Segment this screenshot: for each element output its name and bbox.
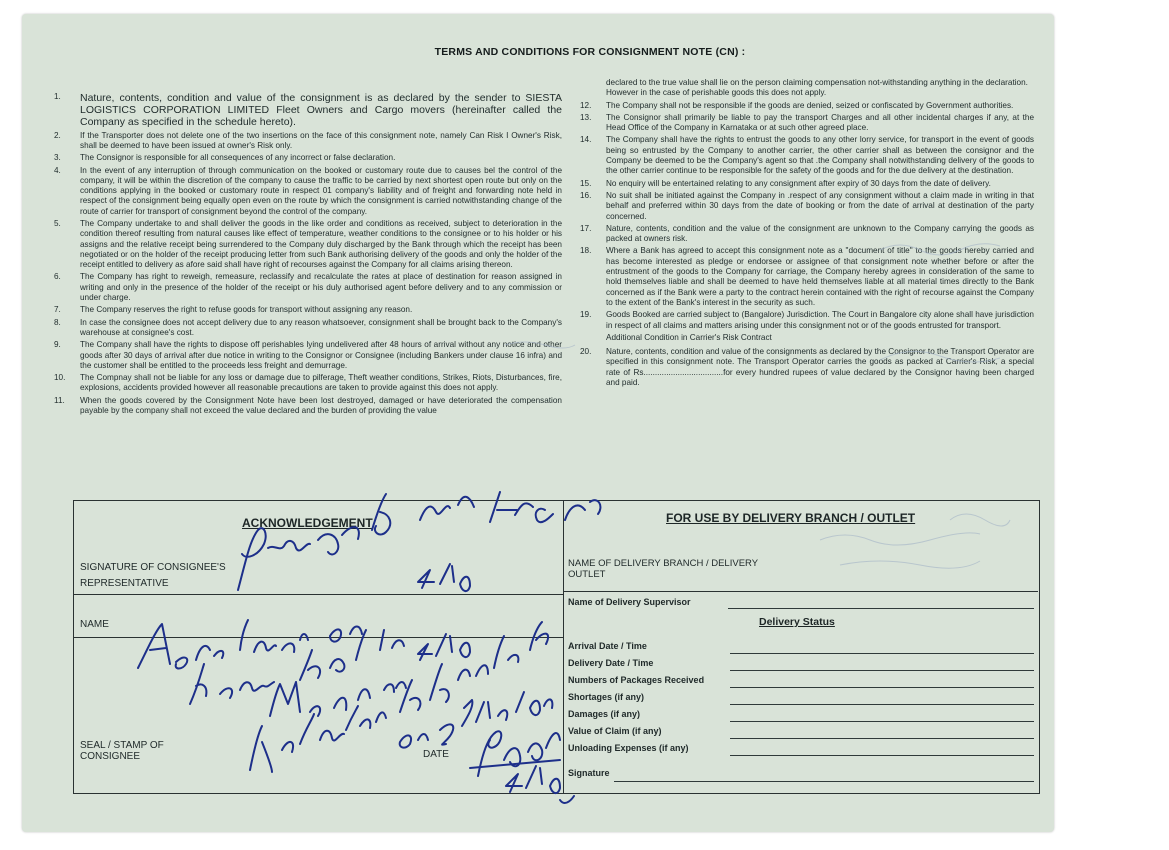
term-item: 15. No enquiry will be entertained relating to any consignment after expiry of 30 days from the date of delivery. bbox=[580, 178, 991, 188]
shortages-label: Shortages (if any) bbox=[568, 692, 645, 702]
delivery-status-label: Delivery Status bbox=[759, 616, 835, 628]
term-item: 1. Nature, contents, condition and value of the consignment is as declared by the sender to SIESTA LOGISTICS CORPORATION LIMITED Fleet Owners and Cargo movers (hereinafter called the Company as specified in the schedule hereto). bbox=[54, 92, 562, 129]
terms-left-column bbox=[54, 92, 562, 418]
field-line bbox=[730, 738, 1034, 739]
value-of-claim-label: Value of Claim (if any) bbox=[568, 726, 662, 736]
acknowledgement-form bbox=[73, 500, 1040, 794]
terms-right-column bbox=[580, 78, 1034, 390]
term-item: 4. In the event of any interruption of through communication on the booked or customary route due to causes bel the control of the company, it will be within the discretion of the company to cause the traffic to be carried by next shortest open route but only on the conditions applying in the booked or customary route in respect 01 company's liability and of freight and forwarding note held in respect of the consignment being equally open even on the route by which the consignment is carried notwithstanding change of the route of carrier for transport of consignment beyond the control of the company. bbox=[54, 165, 562, 216]
consignee-label: CONSIGNEE bbox=[80, 751, 141, 762]
name-label: NAME bbox=[80, 619, 109, 630]
form-row-line bbox=[73, 637, 563, 638]
packages-received-label: Numbers of Packages Received bbox=[568, 675, 705, 685]
representative-label: REPRESENTATIVE bbox=[80, 578, 169, 589]
signature-label: Signature bbox=[568, 768, 610, 778]
term-item: 16. No suit shall be initiated against the Company in .respect of any consignment without a claim made in writing in that behalf and preferred within 30 days from the date of booking or from the date of arrival at destination of the party concerned. bbox=[580, 190, 1034, 221]
term-item: 13. The Consignor shall primarily be liable to pay the transport Charges and all other incidental charges if any, at the Head Office of the Company in Karnataka or at such other agreed place. bbox=[580, 112, 1034, 133]
supervisor-line bbox=[728, 608, 1034, 609]
signature-consignee-label: SIGNATURE OF CONSIGNEE'S bbox=[80, 562, 226, 573]
term-item: 10. The Compnay shall not be liable for any loss or damage due to pilferage, Theft weather conditions, Strikes, Riots, Disturbances, fire, explosions, accidents provided however all reasonable precautions are taken to provide against this does not apply. bbox=[54, 373, 562, 393]
delivery-supervisor-label: Name of Delivery Supervisor bbox=[568, 597, 691, 607]
field-line bbox=[730, 704, 1034, 705]
term-continuation: declared to the true value shall lie on the person claiming compensation not-withstanding anything in the declaration. However in the case of perishable goods this does not apply. bbox=[606, 78, 1028, 98]
term-item: 8. In case the consignee does not accept delivery due to any reason whatsoever, consignment shall be brought back to the Company's warehouse at consignee's cost. bbox=[54, 317, 562, 337]
field-line bbox=[730, 653, 1034, 654]
term-item: 19. Goods Booked are carried subject to (Bangalore) Jurisdiction. The Court in Bangalore city alone shall have jurisdiction in respect of all claims and matters arising under this consignment not or of the goods entrusted for transport. bbox=[580, 310, 1034, 330]
field-line bbox=[730, 721, 1034, 722]
term-item: 12. The Company shall not be responsible if the goods are denied, seized or confiscated by Government authorities. bbox=[580, 100, 1014, 110]
term-item: 18. Where a Bank has agreed to accept this consignment note as a "document of title" to the goods hereby carried and has become interested as pledge or endorsee or assignee of that consignment note whether before or after the entrustment of the goods to the Company for carriage, the Company hereby agrees in consideration of the same to hold themselves liable and shall be deemed to have held themselves liable at all material times directly to the Bank concerned as if the Bank were a party to the contract herein contained with the right of recourse against the Company to the extent of the Bank's interest in the security as such. bbox=[580, 246, 1034, 307]
additional-condition-heading: Additional Condition in Carrier's Risk Contract bbox=[606, 332, 772, 342]
form-row-line bbox=[563, 591, 1038, 592]
terms-title: TERMS AND CONDITIONS FOR CONSIGNMENT NOTE (CN) : bbox=[434, 46, 746, 58]
field-line bbox=[730, 755, 1034, 756]
seal-stamp-label: SEAL / STAMP OF bbox=[80, 740, 164, 751]
damages-label: Damages (if any) bbox=[568, 709, 641, 719]
term-item: 17. Nature, contents, condition and the value of the consignment are unknown to the Company carrying the goods as packed at owners risk. bbox=[580, 223, 1034, 244]
term-item: 7. The Company reserves the right to refuse goods for transport without assigning any reason. bbox=[54, 305, 413, 315]
form-row-line bbox=[73, 594, 563, 595]
acknowledgement-heading: ACKNOWLEDGEMENT bbox=[242, 516, 373, 530]
term-item: 9. The Company shall have the rights to dispose off perishables lying undelivered after 48 hours of arrival without any notice and other goods after 30 days of arrival after due notice in writing to the Consignor or Consignee (including Bankers under clause 16 infra) and the customer shall be entitled to the proceeds less freight and demurrage. bbox=[54, 340, 562, 370]
delivery-branch-heading: FOR USE BY DELIVERY BRANCH / OUTLET bbox=[666, 511, 916, 525]
outlet-label: OUTLET bbox=[568, 569, 606, 580]
form-divider bbox=[563, 500, 564, 794]
date-label: DATE bbox=[423, 749, 449, 760]
term-item: 3. The Consignor is responsible for all consequences of any incorrect or false declaration. bbox=[54, 153, 396, 163]
term-item: 14. The Company shall have the rights to entrust the goods to any other lorry service, for transport in the event of goods being so entrusted by the Company to another carrier, the other carrier shall as between the consignor and the Company be deemed to be the Company's agent so that .the Company shall notwithstanding delivery of the goods to the other carrier continue to be responsible for the safety of the goods and for the due delivery at the destination. bbox=[580, 135, 1034, 176]
term-item: 11. When the goods covered by the Consignment Note have been lost destroyed, damaged or have deteriorated the compensation payable by the company shall not exceed the value declared and the burden of providing the value bbox=[54, 395, 562, 416]
term-item: 2. If the Transporter does not delete one of the two insertions on the face of this consignment note, namely Can Risk I Owner's Risk, shall be deemed to have been issued at owner's Risk only. bbox=[54, 130, 562, 150]
unloading-expenses-label: Unloading Expenses (if any) bbox=[568, 743, 689, 753]
delivery-branch-label: NAME OF DELIVERY BRANCH / DELIVERY bbox=[568, 558, 759, 569]
arrival-date-label: Arrival Date / Time bbox=[568, 641, 647, 651]
term-item: 6. The Company has right to reweigh, remeasure, reclassify and recalculate the rates at place of destination for reason assigned in writing and only in the presence of the holder of the receipt or his duly authorised agent before delivery and to any commission or under charge. bbox=[54, 272, 562, 303]
field-line bbox=[730, 670, 1034, 671]
signature-line bbox=[614, 781, 1034, 782]
term-item: 5. The Company undertake to and shall deliver the goods in the like order and conditions as received, subject to deterioration in the condition thereof resulting from natural causes like effect of temperature, weather conditions to the consignee or to his holder or his assigns and the relative receipt being surrendered to the Company duly discharged by the Bank through which the receipt has been negotiated or on the holder of the receipt producing letter from such Bank authorising delivery of the goods and only the holder of the receipt entitled to delivery as afore said shall have right of recourses against the Company for all claims arising thereon. bbox=[54, 218, 562, 270]
term-item: 20. Nature, contents, condition and value of the consignments as declared by the Consignor to the Transport Operator are specified in this consignment note. The Transport Operator carries the goods as packed at Carrier's Risk, a special rate of Rs...................................for every hundred rupees of value declared by the Consignor having been charged and paid. bbox=[580, 347, 1034, 388]
field-line bbox=[730, 687, 1034, 688]
delivery-date-label: Delivery Date / Time bbox=[568, 658, 654, 668]
